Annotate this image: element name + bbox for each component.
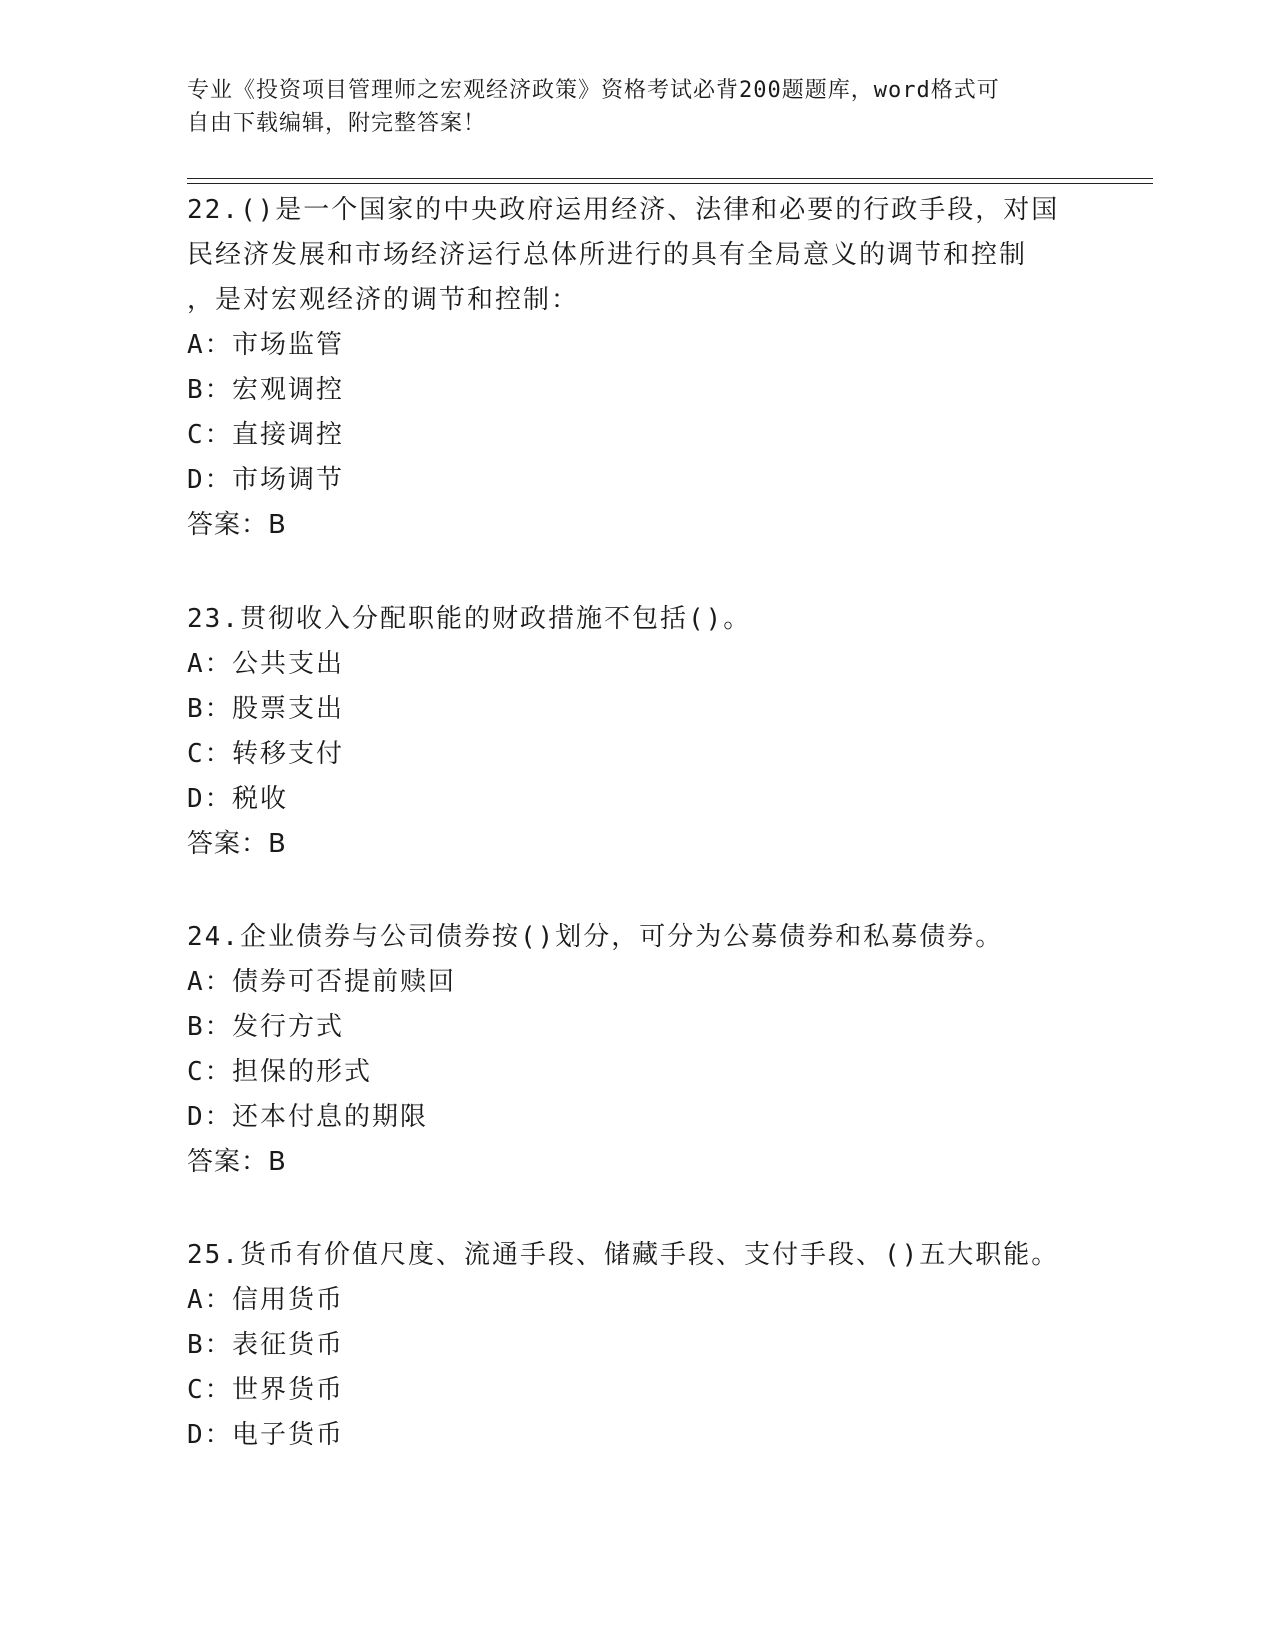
question-stem-line: ，是对宏观经济的调节和控制： xyxy=(187,285,580,315)
question-24 xyxy=(187,915,1087,1185)
option-c xyxy=(187,732,1087,777)
option-c xyxy=(187,1050,1087,1095)
option-text: 电子货币 xyxy=(232,1420,345,1450)
option-letter: D： xyxy=(187,465,233,495)
option-a xyxy=(187,1278,1087,1323)
option-text: 表征货币 xyxy=(232,1330,345,1360)
option-letter: B： xyxy=(187,694,233,724)
option-b xyxy=(187,687,1087,732)
option-d xyxy=(187,1095,1087,1140)
header-line-2: 自由下载编辑，附完整答案！ xyxy=(187,111,487,136)
question-stem-line: 23.贯彻收入分配职能的财政措施不包括()。 xyxy=(187,604,752,634)
question-stem-line: 25.货币有价值尺度、流通手段、储藏手段、支付手段、()五大职能。 xyxy=(187,1240,1060,1270)
option-text: 宏观调控 xyxy=(232,375,345,405)
answer-line: 答案：B xyxy=(187,1147,287,1177)
option-letter: D： xyxy=(187,784,233,814)
document-header xyxy=(187,74,1087,140)
option-text: 信用货币 xyxy=(232,1285,345,1315)
option-text: 担保的形式 xyxy=(232,1057,373,1087)
question-stem-line: 民经济发展和市场经济运行总体所进行的具有全局意义的调节和控制 xyxy=(187,240,1028,270)
question-stem-line: 22.()是一个国家的中央政府运用经济、法律和必要的行政手段，对国 xyxy=(187,195,1060,225)
option-c xyxy=(187,1368,1087,1413)
question-23 xyxy=(187,597,1087,867)
option-text: 公共支出 xyxy=(232,649,345,679)
option-b xyxy=(187,1323,1087,1368)
option-text: 世界货币 xyxy=(232,1375,345,1405)
option-d xyxy=(187,1413,1087,1458)
option-text: 市场调节 xyxy=(232,465,345,495)
question-25 xyxy=(187,1233,1087,1458)
option-letter: C： xyxy=(187,1375,233,1405)
option-letter: B： xyxy=(187,1012,233,1042)
option-letter: D： xyxy=(187,1102,233,1132)
option-letter: A： xyxy=(187,330,233,360)
option-letter: C： xyxy=(187,420,233,450)
option-text: 发行方式 xyxy=(232,1012,345,1042)
option-letter: A： xyxy=(187,649,233,679)
header-divider-top xyxy=(187,178,1153,179)
option-letter: C： xyxy=(187,1057,233,1087)
header-divider-bottom xyxy=(187,183,1153,184)
option-letter: A： xyxy=(187,1285,233,1315)
option-c xyxy=(187,413,1087,458)
option-letter: A： xyxy=(187,967,233,997)
option-text: 税收 xyxy=(232,784,289,814)
option-letter: C： xyxy=(187,739,233,769)
option-text: 还本付息的期限 xyxy=(232,1102,429,1132)
option-letter: B： xyxy=(187,375,233,405)
option-text: 市场监管 xyxy=(232,330,345,360)
option-d xyxy=(187,777,1087,822)
option-a xyxy=(187,642,1087,687)
option-d xyxy=(187,458,1087,503)
option-text: 债券可否提前赎回 xyxy=(232,967,457,997)
option-text: 直接调控 xyxy=(232,420,345,450)
option-letter: D： xyxy=(187,1420,233,1450)
option-a xyxy=(187,960,1087,1005)
option-letter: B： xyxy=(187,1330,233,1360)
answer-line: 答案：B xyxy=(187,510,287,540)
question-22 xyxy=(187,188,1087,548)
answer-line: 答案：B xyxy=(187,829,287,859)
header-line-1: 专业《投资项目管理师之宏观经济政策》资格考试必背200题题库，word格式可 xyxy=(187,78,1000,103)
option-text: 股票支出 xyxy=(232,694,345,724)
option-b xyxy=(187,1005,1087,1050)
question-stem-line: 24.企业债券与公司债券按()划分，可分为公募债券和私募债券。 xyxy=(187,922,1004,952)
option-a xyxy=(187,323,1087,368)
option-b xyxy=(187,368,1087,413)
option-text: 转移支付 xyxy=(232,739,345,769)
